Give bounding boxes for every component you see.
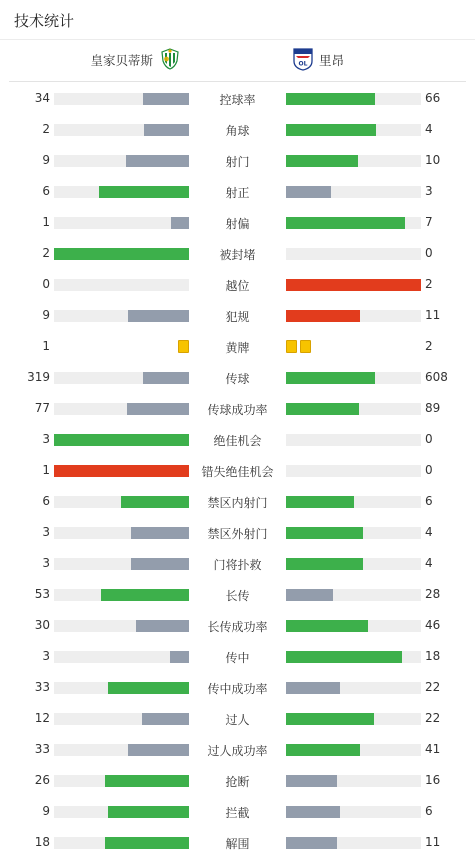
stat-label: 射正: [225, 186, 250, 200]
away-value: 11: [425, 835, 441, 849]
away-bar-fill: [286, 186, 331, 198]
away-value: 7: [425, 215, 433, 229]
home-value: 6: [42, 494, 50, 508]
away-bar-fill: [286, 310, 360, 322]
home-bar-track: [54, 124, 189, 136]
home-value: 1: [42, 339, 50, 353]
stat-label: 禁区内射门: [207, 496, 268, 510]
away-bar-track: [286, 279, 421, 291]
stat-label: 过人: [225, 713, 250, 727]
away-value: 6: [425, 494, 433, 508]
away-bar-fill: [286, 403, 359, 415]
away-bar-fill: [286, 558, 363, 570]
away-bar-fill: [286, 217, 405, 229]
away-value: 4: [425, 525, 433, 539]
stat-label: 被封堵: [219, 248, 256, 262]
away-bar-track: [286, 527, 421, 539]
stat-label: 过人成功率: [207, 744, 268, 758]
home-value: 1: [42, 463, 50, 477]
stat-row: [0, 487, 475, 518]
stat-row: [0, 766, 475, 797]
stats-header: [0, 0, 475, 40]
home-value: 53: [34, 587, 50, 601]
away-bar-track: [286, 713, 421, 725]
home-bar-fill: [128, 744, 189, 756]
away-bar-track: [286, 93, 421, 105]
home-bar-fill: [170, 651, 189, 663]
team-header: [9, 40, 466, 82]
page-title: 技术统计: [14, 12, 75, 30]
home-bar-track: [54, 465, 189, 477]
stat-row: [0, 394, 475, 425]
home-bar-track: [54, 434, 189, 446]
away-value: 2: [425, 277, 433, 291]
away-bar-fill: [286, 744, 360, 756]
home-bar-track: [54, 651, 189, 663]
home-bar-fill: [143, 93, 189, 105]
stat-row: [0, 828, 475, 859]
away-bar-track: [286, 217, 421, 229]
home-bar-fill: [171, 217, 189, 229]
stat-label: 角球: [225, 124, 250, 138]
home-bar-track: [54, 837, 189, 849]
yellow-card-icon: [300, 340, 311, 353]
away-value: 22: [425, 711, 441, 725]
home-bar-fill: [144, 124, 189, 136]
home-bar-track: [54, 372, 189, 384]
real-betis-crest-icon: [159, 48, 181, 73]
away-value: 10: [425, 153, 441, 167]
away-bar-fill: [286, 372, 375, 384]
home-bar-track: [54, 496, 189, 508]
home-bar-fill: [108, 682, 189, 694]
away-bar-track: [286, 465, 421, 477]
stat-row: [0, 797, 475, 828]
stat-label: 传球成功率: [207, 403, 268, 417]
away-bar-track: [286, 806, 421, 818]
stat-label: 拦截: [225, 806, 250, 820]
home-bar-track: [54, 775, 189, 787]
stat-row: [0, 208, 475, 239]
home-bar-track: [54, 682, 189, 694]
away-bar-track: [286, 155, 421, 167]
home-bar-track: [54, 589, 189, 601]
stat-label: 抢断: [225, 775, 250, 789]
stat-row: [0, 518, 475, 549]
home-bar-fill: [143, 372, 189, 384]
home-bar-fill: [54, 465, 189, 477]
home-value: 12: [34, 711, 50, 725]
home-yellow-cards: [178, 340, 189, 353]
stat-row: [0, 84, 475, 115]
stat-label: 禁区外射门: [207, 527, 268, 541]
away-value: 41: [425, 742, 441, 756]
stat-row: [0, 270, 475, 301]
home-bar-fill: [108, 806, 189, 818]
home-bar-track: [54, 93, 189, 105]
home-bar-fill: [131, 558, 189, 570]
away-bar-fill: [286, 775, 337, 787]
away-value: 16: [425, 773, 441, 787]
home-bar-track: [54, 806, 189, 818]
away-value: 6: [425, 804, 433, 818]
stat-label: 长传: [225, 589, 250, 603]
home-value: 30: [34, 618, 50, 632]
away-value: 4: [425, 556, 433, 570]
home-bar-track: [54, 558, 189, 570]
stats-list: [0, 84, 475, 859]
away-bar-track: [286, 310, 421, 322]
stat-label: 传中成功率: [207, 682, 268, 696]
away-value: 608: [425, 370, 448, 384]
stat-label: 解围: [225, 837, 250, 851]
stat-row: [0, 549, 475, 580]
home-value: 33: [34, 742, 50, 756]
home-value: 1: [42, 215, 50, 229]
away-bar-fill: [286, 279, 421, 291]
away-bar-track: [286, 744, 421, 756]
away-bar-fill: [286, 124, 376, 136]
home-value: 77: [34, 401, 50, 415]
home-bar-fill: [121, 496, 189, 508]
away-value: 22: [425, 680, 441, 694]
away-bar-track: [286, 775, 421, 787]
home-value: 9: [42, 308, 50, 322]
stat-label: 犯规: [225, 310, 250, 324]
away-bar-track: [286, 651, 421, 663]
stat-label: 黄牌: [225, 341, 250, 355]
away-bar-track: [286, 434, 421, 446]
stat-row: [0, 642, 475, 673]
away-team[interactable]: [292, 49, 344, 71]
home-bar-fill: [131, 527, 189, 539]
home-bar-fill: [105, 775, 189, 787]
home-bar-track: [54, 248, 189, 260]
away-bar-track: [286, 248, 421, 260]
stat-label: 传中: [225, 651, 250, 665]
home-value: 34: [34, 91, 50, 105]
home-bar-fill: [99, 186, 189, 198]
stat-label: 射门: [225, 155, 250, 169]
stat-label: 越位: [225, 279, 250, 293]
home-bar-track: [54, 403, 189, 415]
home-bar-fill: [101, 589, 189, 601]
home-bar-fill: [126, 155, 189, 167]
home-bar-fill: [105, 837, 189, 849]
away-bar-track: [286, 620, 421, 632]
stat-label: 传球: [225, 372, 250, 386]
away-bar-fill: [286, 589, 333, 601]
away-value: 89: [425, 401, 441, 415]
away-bar-fill: [286, 806, 340, 818]
stat-row: [0, 611, 475, 642]
away-value: 0: [425, 463, 433, 477]
away-bar-fill: [286, 713, 374, 725]
away-value: 2: [425, 339, 433, 353]
home-value: 6: [42, 184, 50, 198]
away-value: 0: [425, 432, 433, 446]
away-value: 46: [425, 618, 441, 632]
away-bar-fill: [286, 496, 354, 508]
home-bar-fill: [142, 713, 189, 725]
home-team[interactable]: [90, 49, 181, 71]
home-bar-track: [54, 620, 189, 632]
stat-row: [0, 239, 475, 270]
away-bar-track: [286, 372, 421, 384]
stat-row: [0, 735, 475, 766]
home-value: 319: [27, 370, 50, 384]
home-bar-track: [54, 217, 189, 229]
home-value: 9: [42, 804, 50, 818]
home-value: 0: [42, 277, 50, 291]
home-bar-fill: [127, 403, 189, 415]
home-bar-fill: [136, 620, 189, 632]
home-value: 2: [42, 122, 50, 136]
svg-text:OL: OL: [298, 60, 308, 67]
stat-row: [0, 673, 475, 704]
away-bar-fill: [286, 93, 375, 105]
away-bar-fill: [286, 155, 358, 167]
away-bar-fill: [286, 620, 368, 632]
away-bar-track: [286, 186, 421, 198]
away-bar-track: [286, 837, 421, 849]
away-value: 0: [425, 246, 433, 260]
home-bar-track: [54, 744, 189, 756]
stat-row: [0, 115, 475, 146]
home-bar-fill: [128, 310, 189, 322]
lyon-crest-icon: [292, 47, 314, 74]
home-value: 3: [42, 432, 50, 446]
away-bar-track: [286, 589, 421, 601]
home-value: 9: [42, 153, 50, 167]
home-value: 3: [42, 649, 50, 663]
stat-label: 射偏: [225, 217, 250, 231]
home-value: 2: [42, 246, 50, 260]
home-value: 26: [34, 773, 50, 787]
home-bar-track: [54, 279, 189, 291]
away-value: 28: [425, 587, 441, 601]
stat-label: 长传成功率: [207, 620, 268, 634]
home-bar-track: [54, 310, 189, 322]
home-team-name: 皇家贝蒂斯: [90, 53, 153, 68]
away-value: 66: [425, 91, 441, 105]
away-value: 11: [425, 308, 441, 322]
stat-row: [0, 456, 475, 487]
away-bar-track: [286, 682, 421, 694]
yellow-card-icon: [286, 340, 297, 353]
home-bar-track: [54, 155, 189, 167]
stat-row: [0, 177, 475, 208]
stat-label: 错失绝佳机会: [201, 465, 274, 479]
stat-row: [0, 332, 475, 363]
home-bar-track: [54, 186, 189, 198]
stat-row: [0, 301, 475, 332]
away-bar-fill: [286, 527, 363, 539]
away-bar-fill: [286, 651, 402, 663]
away-bar-track: [286, 124, 421, 136]
home-bar-track: [54, 527, 189, 539]
stat-label: 门将扑救: [213, 558, 262, 572]
away-bar-track: [286, 558, 421, 570]
home-bar-fill: [54, 248, 189, 260]
home-value: 33: [34, 680, 50, 694]
stat-row: [0, 146, 475, 177]
home-value: 3: [42, 525, 50, 539]
stat-row: [0, 580, 475, 611]
away-bar-track: [286, 496, 421, 508]
stat-row: [0, 425, 475, 456]
stat-label: 绝佳机会: [213, 434, 262, 448]
home-bar-track: [54, 713, 189, 725]
away-bar-fill: [286, 682, 340, 694]
home-bar-fill: [54, 434, 189, 446]
stat-row: [0, 704, 475, 735]
away-value: 3: [425, 184, 433, 198]
away-value: 4: [425, 122, 433, 136]
stat-row: [0, 363, 475, 394]
home-value: 3: [42, 556, 50, 570]
stat-label: 控球率: [219, 93, 256, 107]
away-bar-track: [286, 403, 421, 415]
yellow-card-icon: [178, 340, 189, 353]
away-yellow-cards: [286, 340, 311, 353]
away-bar-fill: [286, 837, 337, 849]
home-value: 18: [34, 835, 50, 849]
away-value: 18: [425, 649, 441, 663]
away-team-name: 里昂: [319, 53, 345, 68]
